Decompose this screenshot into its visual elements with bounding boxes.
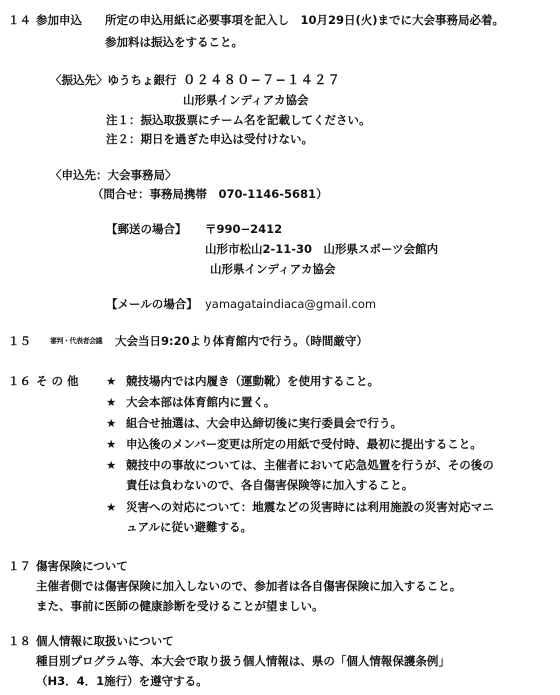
list-item: 大会本部は体育館内に置く。 (126, 395, 276, 409)
star-icon: ★ (106, 500, 117, 514)
section-16-title: そ の 他 (36, 374, 79, 388)
star-icon: ★ (106, 374, 117, 388)
section-14-title: 参加申込 (36, 13, 82, 27)
account-number: ０２４８０−７−１４２７ (183, 72, 341, 87)
section-17-title: 傷害保険について (36, 559, 128, 573)
section-16-number: １６ (8, 374, 31, 388)
star-icon: ★ (106, 395, 117, 409)
list-item: 災害への対応について：地震などの災害時には利用施設の災害対応マニ (126, 500, 494, 514)
section-18-title: 個人情報に取扱いについて (36, 634, 174, 648)
list-item-continuation: ュアルに従い避難する。 (126, 520, 253, 534)
list-item: 組合せ抽選は、大会申込締切後に実行委員会で行う。 (126, 416, 402, 430)
section-15-text: 大会当日9:20より体育館内で行う。（時間厳守） (115, 334, 368, 348)
section-14-line1: 所定の申込用紙に必要事項を記入し 10月29日(火)までに大会事務局必着。 (105, 13, 505, 27)
contact-line: （問合せ：事務局携帯 070-1146-5681） (92, 187, 328, 201)
star-icon: ★ (106, 437, 117, 451)
section-17-line1: 主催者側では傷害保険に加入しないので、参加者は各自傷害保険に加入すること。 (36, 579, 462, 593)
address-line-2: 山形県インディアカ協会 (210, 262, 336, 276)
section-18-line2: （H3．4．1施行）を遵守する。 (36, 674, 208, 688)
section-18-line1: 種目別プログラム等、本大会で取り扱う個人情報は、県の「個人情報保護条例」 (36, 654, 450, 668)
email-address: yamagataindiaca@gmail.com (205, 297, 377, 311)
furikomi-label: 〈振込先〉ゆうちょ銀行 (50, 73, 177, 87)
moushikomi-label: 〈申込先：大会事務局〉 (50, 168, 177, 182)
account-name: 山形県インディアカ協会 (183, 93, 309, 107)
section-14-line2: 参加料は振込をすること。 (105, 35, 243, 49)
section-18-number: １８ (8, 634, 31, 648)
list-item-continuation: 責任は負わないので、各自傷害保険等に加入すること。 (126, 478, 414, 492)
list-item: 競技場内では内履き（運動靴）を使用すること。 (126, 374, 379, 388)
note-2: 注２：期日を過ぎた申込は受付けない。 (106, 132, 313, 146)
list-item: 申込後のメンバー変更は所定の用紙で受付時、最初に提出すること。 (126, 437, 482, 451)
section-14-number: １４ (8, 13, 31, 27)
postal-code: 〒990−2412 (205, 222, 283, 236)
star-icon: ★ (106, 458, 117, 472)
mail-label: 【郵送の場合】 (106, 222, 187, 236)
section-15-title: 審判・代表者会議 (50, 337, 102, 345)
star-icon: ★ (106, 416, 117, 430)
note-1: 注１：振込取扱票にチーム名を記載してください。 (106, 113, 371, 127)
address-line-1: 山形市松山2-11-30 山形県スポーツ会館内 (205, 242, 439, 256)
section-17-number: １７ (8, 559, 31, 573)
email-label: 【メールの場合】 (106, 297, 198, 311)
section-17-line2: また、事前に医師の健康診断を受けることが望ましい。 (36, 599, 324, 613)
section-15-number: １５ (8, 334, 31, 348)
list-item: 競技中の事故については、主催者において応急処置を行うが、その後の (126, 458, 494, 472)
